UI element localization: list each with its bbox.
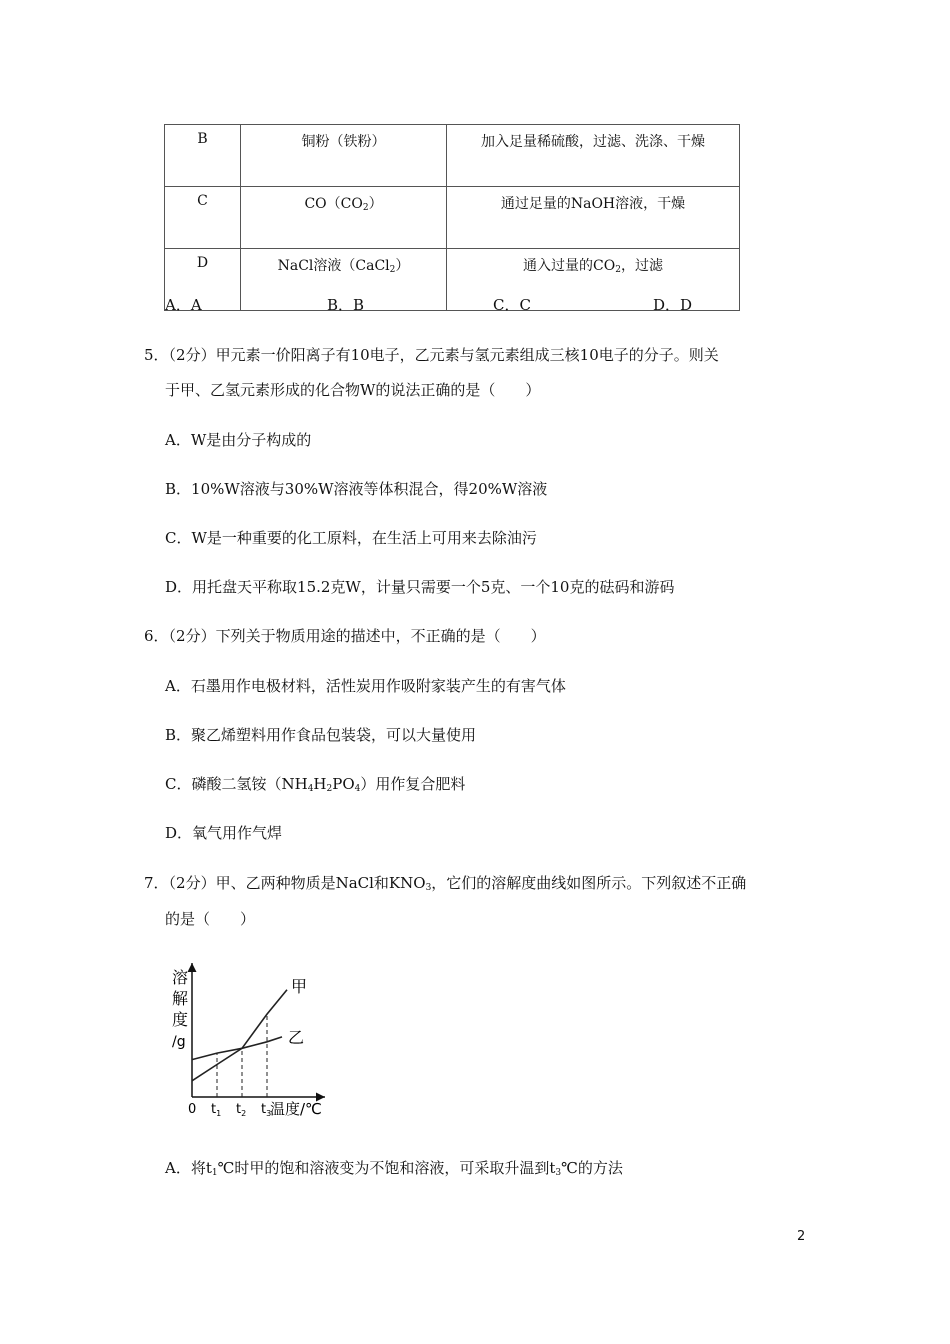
q5-option-c: C．W是一种重要的化工原料，在生活上可用来去除油污	[165, 529, 537, 547]
solubility-chart	[160, 955, 350, 1125]
row-substance: $CO(CO_2)$	[241, 187, 447, 249]
row-substance: 铜粉（铁粉）	[241, 125, 447, 187]
page-number: 2	[797, 1229, 806, 1244]
q6-option-b: B．聚乙烯塑料用作食品包装袋，可以大量使用	[165, 726, 477, 744]
x-tick-t3: $t_3$	[261, 1102, 272, 1118]
q7-stem-line2: 的是（ ）	[165, 910, 256, 928]
table-row	[165, 125, 740, 187]
q4-choice-b: B．B	[327, 296, 365, 314]
x-axis-label: 温度/℃	[270, 1100, 322, 1118]
q5-option-a: A．W是由分子构成的	[165, 431, 312, 449]
table-row	[165, 187, 740, 249]
row-substance: NaCl溶液（CaCl$_2$）	[241, 249, 447, 311]
series-label-yi: 乙	[288, 1027, 305, 1047]
x-tick-t1: $t_1$	[211, 1102, 222, 1118]
row-method: 通过足量的NaOH溶液，干燥	[447, 187, 740, 249]
y-label-1: 溶	[172, 968, 189, 987]
q5-stem-line1: 5．（2分）甲元素一价阳离子有10电子，乙元素与氢元素组成三核10电子的分子。则关	[144, 346, 719, 364]
q4-choice-d: D．D	[653, 296, 693, 314]
row-label: D	[165, 249, 241, 311]
q7-option-a: A．将$t_1℃$时甲的饱和溶液变为不饱和溶液，可采取升温到$t_3℃$的方法	[165, 1159, 623, 1178]
origin-label: 0	[188, 1102, 197, 1117]
row-method: 加入足量稀硫酸，过滤、洗涤、干燥	[447, 125, 740, 187]
q6-option-d: D．氧气用作气焊	[165, 824, 283, 842]
y-label-2: 解	[172, 989, 189, 1008]
x-tick-t2: $t_2$	[236, 1102, 247, 1118]
row-label: C	[165, 187, 241, 249]
options-table	[164, 124, 740, 311]
series-line-yi	[192, 1037, 282, 1060]
q5-stem-line2: 于甲、乙氢元素形成的化合物W的说法正确的是（ ）	[165, 381, 541, 399]
series-line-jia	[192, 990, 287, 1081]
q6-stem: 6．（2分）下列关于物质用途的描述中，不正确的是（ ）	[144, 627, 546, 645]
y-label-3: 度	[172, 1010, 189, 1029]
series-label-jia: 甲	[291, 976, 308, 996]
q6-option-a: A．石墨用作电极材料，活性炭用作吸附家装产生的有害气体	[165, 677, 566, 695]
y-label-4: /g	[172, 1034, 186, 1050]
q5-option-d: D．用托盘天平称取15.2克W，计量只需要一个5克、一个10克的砝码和游码	[165, 578, 675, 596]
row-label: B	[165, 125, 241, 187]
q4-choice-c: C．C	[493, 296, 531, 314]
q6-option-c: C．磷酸二氢铵$(NH_4H_2PO_4)$用作复合肥料	[165, 775, 466, 794]
q5-option-b: B．10%W溶液与30%W溶液等体积混合，得20%W溶液	[165, 480, 548, 498]
q4-choice-a: A．A	[165, 296, 202, 314]
row-method: 通入过量的$CO_2$，过滤	[447, 249, 740, 311]
q7-stem-line1: 7．（2分）甲、乙两种物质是NaCl和$KNO_3$，它们的溶解度曲线如图所示。下列叙述不正确	[144, 874, 747, 893]
